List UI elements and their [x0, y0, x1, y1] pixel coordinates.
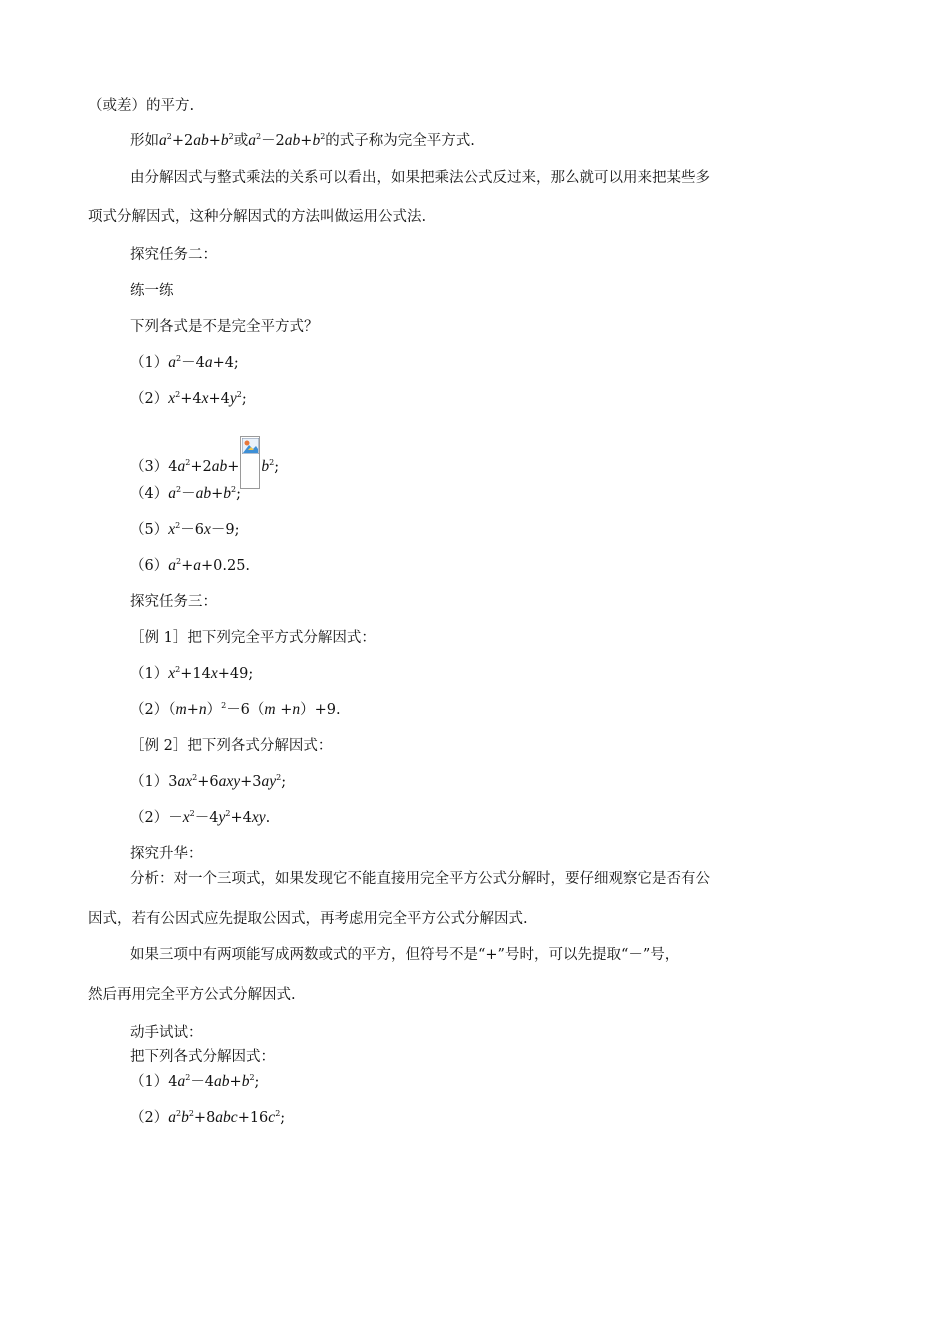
formula-method-line-1: 由分解因式与整式乘法的关系可以看出，如果把乘法公式反过来，那么就可以用来把某些多: [130, 170, 710, 186]
task2-item-4: $(4)a^2-ab+b^2$;: [130, 485, 241, 502]
definition-prefix: 形如: [130, 133, 159, 149]
example-1-item-2: $(2)(m+n)^2-6(m +n)+9$.: [130, 701, 341, 718]
example-2-heading: ［例 2］把下列各式分解因式：: [130, 738, 333, 754]
definition-or: 或: [233, 133, 249, 149]
try-item-1: $(1)4a^2-4ab+b^2$;: [130, 1073, 260, 1090]
item-label: （1）: [130, 666, 169, 682]
task2-question: 下列各式是不是完全平方式？: [130, 319, 319, 335]
analysis-2-line-2: 然后再用完全平方公式分解因式.: [88, 987, 296, 1003]
text-line-or-difference: （或差）的平方.: [88, 98, 195, 114]
example-2-item-1: $(1)3ax^2+6axy+3ay^2$;: [130, 773, 287, 790]
analysis-2-line-1: 如果三项中有两项能写成两数或式的平方，但符号不是“+”号时，可以先提取“－”号，: [130, 947, 680, 963]
analysis-line-1: 分析：对一个三项式，如果发现它不能直接用完全平方公式分解时，要仔细观察它是否有公: [130, 871, 710, 887]
broken-image-icon: [240, 436, 260, 489]
item-label: （5）: [130, 522, 169, 538]
definition-line: [130, 131, 475, 151]
analysis-line-2: 因式，若有公因式应先提取公因式，再考虑用完全平方公式分解因式.: [88, 911, 528, 927]
task2-item-3: $(3)4a^2+2ab+$ $b^2$;: [130, 436, 279, 489]
task2-item-5: $(5)x^2-6x-9$;: [130, 521, 240, 538]
item-label: （2）: [130, 391, 169, 407]
example-2-item-2: $(2)-x^2-4y^2+4xy$.: [130, 809, 271, 826]
try-heading: 动手试试：: [130, 1025, 203, 1041]
item-label: （4）: [130, 486, 169, 502]
item-label: （2）: [130, 810, 169, 826]
formula-method-line-2: 项式分解因式，这种分解因式的方法叫做运用公式法.: [88, 209, 427, 225]
definition-suffix: 的式子称为完全平方式.: [325, 133, 475, 149]
item-label: （1）: [130, 774, 169, 790]
task2-item-2: $(2)x^2+4x+4y^2$;: [130, 390, 247, 407]
item-label: （3）: [130, 459, 169, 475]
task2-item-1: $(1)a^2-4a+4$;: [130, 354, 239, 371]
task3-heading: 探究任务三：: [130, 594, 217, 610]
item-label: （2）: [130, 702, 169, 718]
item-label: （2）: [130, 1110, 169, 1126]
example-1-heading: ［例 1］把下列完全平方式分解因式：: [130, 630, 376, 646]
task2-heading: 探究任务二：: [130, 247, 217, 263]
item-label: （1）: [130, 355, 169, 371]
example-1-item-1: $(1)x^2+14x+49$;: [130, 665, 254, 682]
formula-sum-square: $a^2+2ab+b^2$: [159, 132, 234, 149]
item-label: （6）: [130, 558, 169, 574]
practice-heading: 练一练: [130, 283, 174, 299]
formula-diff-square: $a^2-2ab+b^2$: [248, 132, 326, 149]
task2-item-6: $(6)a^2+a+0.25$.: [130, 557, 251, 574]
try-item-2: $(2)a^2b^2+8abc+16c^2$;: [130, 1109, 286, 1126]
try-instruction: 把下列各式分解因式：: [130, 1049, 275, 1065]
item-label: （1）: [130, 1074, 169, 1090]
sublimation-heading: 探究升华：: [130, 846, 203, 862]
